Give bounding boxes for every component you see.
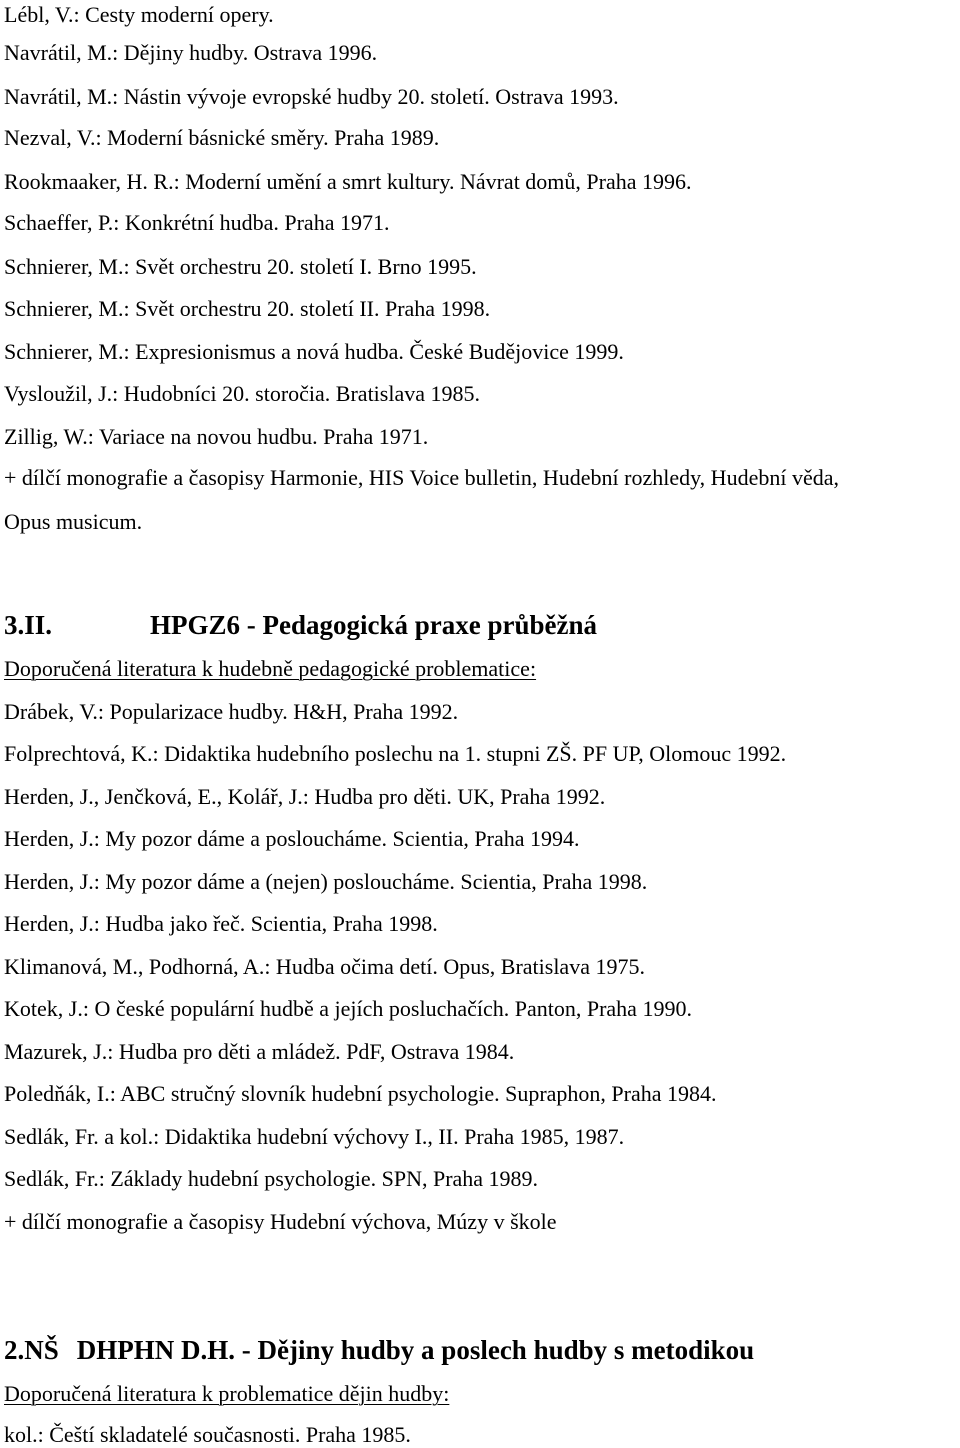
section-heading: [4, 1335, 754, 1365]
bibliography-entry: Herden, J.: Hudba jako řeč. Scientia, Praha 1998.: [4, 911, 438, 936]
bibliography-entry: Herden, J.: My pozor dáme a (nejen) posloucháme. Scientia, Praha 1998.: [4, 869, 648, 894]
bibliography-entry: Sedlák, Fr.: Základy hudební psychologie. SPN, Praha 1989.: [4, 1166, 539, 1191]
bibliography-entry: Rookmaaker, H. R.: Moderní umění a smrt kultury. Návrat domů, Praha 1996.: [4, 169, 692, 194]
bibliography-entry: Navrátil, M.: Nástin vývoje evropské hudby 20. století. Ostrava 1993.: [4, 84, 619, 109]
bibliography-entry: Schnierer, M.: Expresionismus a nová hudba. České Budějovice 1999.: [4, 339, 624, 364]
bibliography-entry: Mazurek, J.: Hudba pro děti a mládež. PdF, Ostrava 1984.: [4, 1039, 515, 1064]
bibliography-entry: Schnierer, M.: Svět orchestru 20. století II. Praha 1998.: [4, 296, 491, 321]
section-number: 2.NŠ: [4, 1335, 59, 1365]
bibliography-entry: Drábek, V.: Popularizace hudby. H&H, Praha 1992.: [4, 699, 459, 724]
section-title: HPGZ6 - Pedagogická praxe průběžná: [150, 610, 597, 640]
journals-note-continuation: Opus musicum.: [4, 509, 143, 534]
bibliography-entry: Navrátil, M.: Dějiny hudby. Ostrava 1996.: [4, 40, 378, 65]
bibliography-entry: Nezval, V.: Moderní básnické směry. Praha 1989.: [4, 125, 440, 150]
bibliography-entry: Folprechtová, K.: Didaktika hudebního poslechu na 1. stupni ZŠ. PF UP, Olomouc 1992.: [4, 741, 787, 766]
bibliography-entry: Herden, J.: My pozor dáme a posloucháme. Scientia, Praha 1994.: [4, 826, 580, 851]
bibliography-entry: Schaeffer, P.: Konkrétní hudba. Praha 1971.: [4, 210, 390, 235]
section-title: DHPHN D.H. - Dějiny hudby a poslech hudby s metodikou: [76, 1335, 755, 1365]
section-number: 3.II.: [4, 610, 53, 640]
bibliography-entry: Sedlák, Fr. a kol.: Didaktika hudební výchovy I., II. Praha 1985, 1987.: [4, 1124, 625, 1149]
bibliography-entry: Klimanová, M., Podhorná, A.: Hudba očima detí. Opus, Bratislava 1975.: [4, 954, 645, 979]
bibliography-entry: Herden, J., Jenčková, E., Kolář, J.: Hudba pro děti. UK, Praha 1992.: [4, 784, 606, 809]
journals-note: + dílčí monografie a časopisy Hudební výchova, Múzy v škole: [4, 1209, 557, 1234]
bibliography-entry: Zillig, W.: Variace na novou hudbu. Praha 1971.: [4, 424, 429, 449]
bibliography-entry: kol.: Čeští skladatelé současnosti. Praha 1985.: [4, 1422, 411, 1447]
section-subtitle: Doporučená literatura k hudebně pedagogické problematice:: [4, 656, 537, 681]
section-subtitle: Doporučená literatura k problematice dějin hudby:: [4, 1381, 450, 1406]
bibliography-entry: Schnierer, M.: Svět orchestru 20. století I. Brno 1995.: [4, 254, 477, 279]
journals-note: + dílčí monografie a časopisy Harmonie, HIS Voice bulletin, Hudební rozhledy, Hudební věda,: [4, 465, 839, 490]
bibliography-entry: Vysloužil, J.: Hudobníci 20. storočia. Bratislava 1985.: [4, 381, 480, 406]
bibliography-entry: Poledňák, I.: ABC stručný slovník hudební psychologie. Supraphon, Praha 1984.: [4, 1081, 717, 1106]
bibliography-entry: Kotek, J.: O české populární hudbě a jejích posluchačích. Panton, Praha 1990.: [4, 996, 692, 1021]
bibliography-entry: Lébl, V.: Cesty moderní opery.: [4, 2, 274, 27]
section-heading: [4, 610, 597, 640]
